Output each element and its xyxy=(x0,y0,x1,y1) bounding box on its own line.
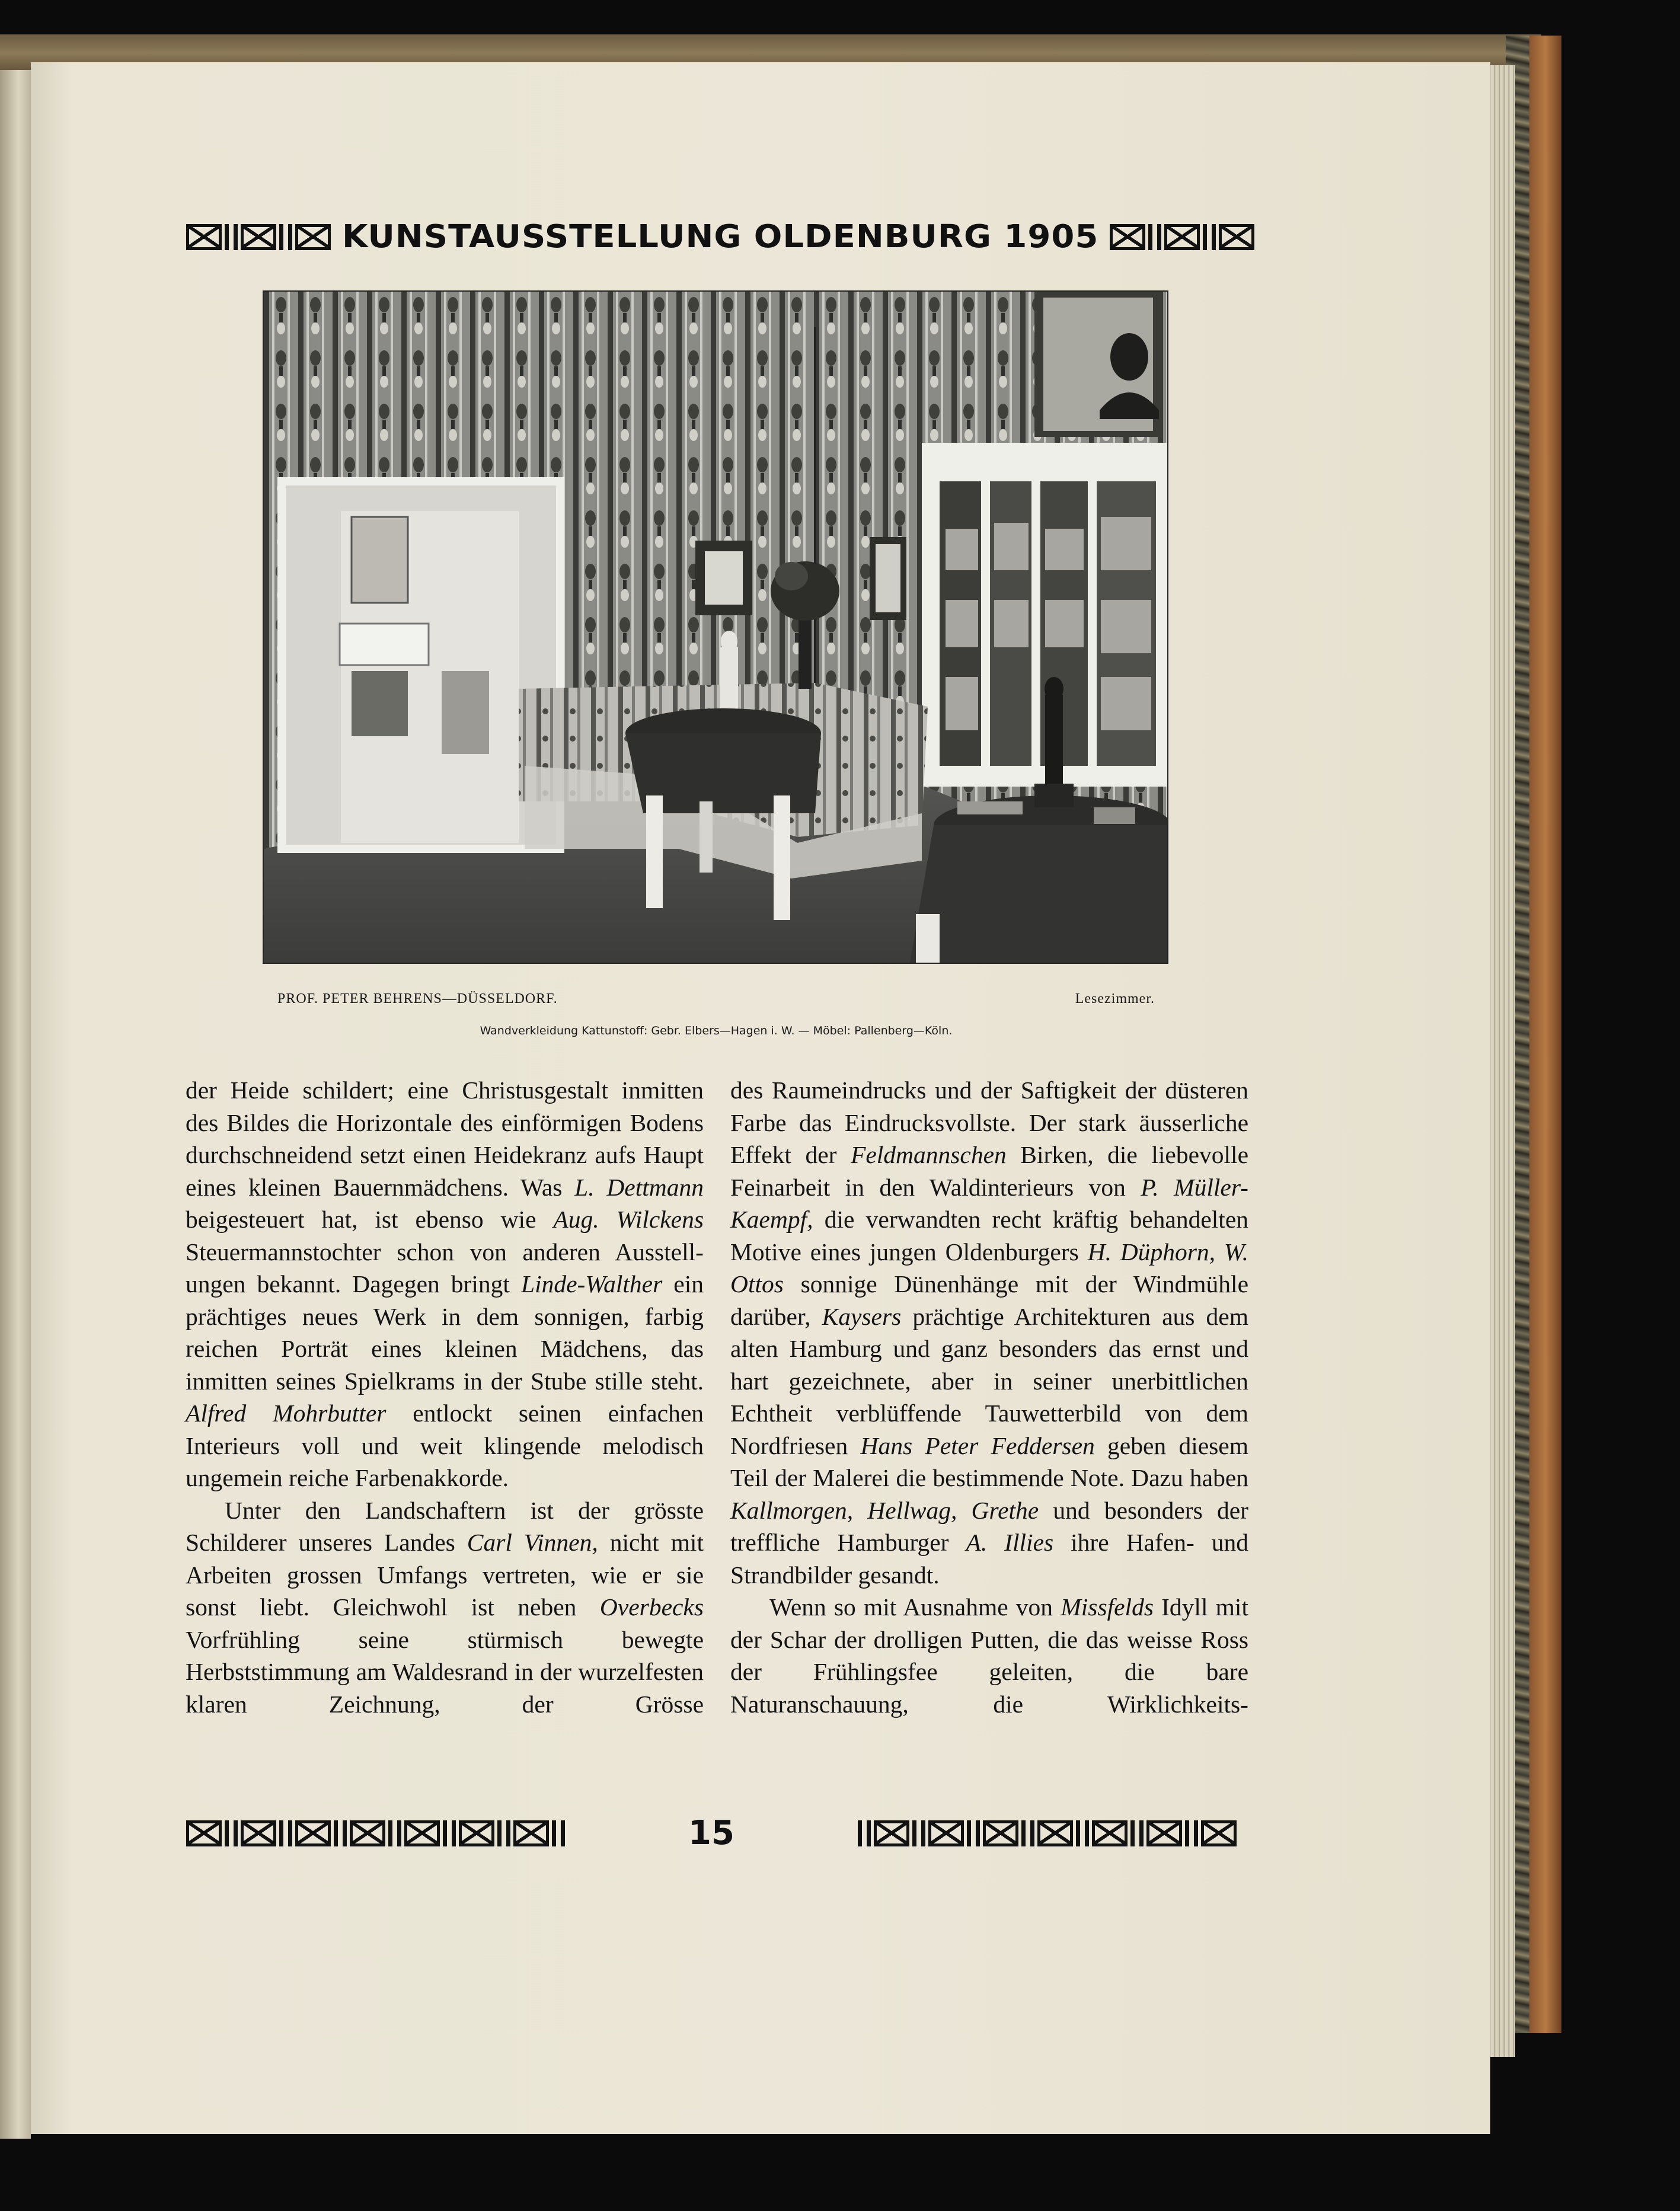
ornament-cross-icon xyxy=(1219,224,1254,250)
ornament-cross-icon xyxy=(1092,1820,1128,1846)
ornament-cross-icon xyxy=(404,1820,440,1846)
ornament-cross-icon xyxy=(295,224,331,250)
header-band xyxy=(186,219,1237,255)
caption-details: Wandverkleidung Kattunstoff: Gebr. Elbers—Hagen i. W. — Möbel: Pallenberg—Köln. xyxy=(480,1024,953,1037)
paragraph xyxy=(186,1494,704,1721)
footer-ornament-left xyxy=(186,1820,567,1846)
text-run: Wenn so mit Ausnahme von xyxy=(769,1593,1061,1621)
ornament-bar xyxy=(858,1820,862,1846)
ornament-bar xyxy=(234,224,238,250)
ornament-bar xyxy=(1130,1820,1135,1846)
text-run: Unter den Landschaftern ist der grösste Schilderer unseres Landes xyxy=(186,1496,704,1556)
ornament-bar xyxy=(967,1820,971,1846)
artist-name: A. Illies xyxy=(966,1529,1054,1556)
ornament-cross-icon xyxy=(186,224,222,250)
ornament-bar xyxy=(279,1820,283,1846)
ornament-bar xyxy=(561,1820,565,1846)
book-leather-spine xyxy=(1529,36,1561,2033)
ornament-bar xyxy=(1203,224,1207,250)
ornament-cross-icon xyxy=(513,1820,549,1846)
ornament-cross-icon xyxy=(983,1820,1018,1846)
text-run: Steuermannstochter schon von anderen Ausstellungen bekannt. Dagegen bringt xyxy=(186,1238,704,1298)
artist-name: Aug. Wilckens xyxy=(553,1206,704,1233)
ornament-bar xyxy=(1212,224,1216,250)
text-run: Vorfrühling seine stürmisch bewegte Herbststimmung am Waldesrand in der wurzelfesten klaren Zeichnung, der Grösse xyxy=(186,1625,704,1718)
ornament-bar xyxy=(1148,224,1152,250)
ornament-bar xyxy=(1076,1820,1080,1846)
ornament-bar xyxy=(867,1820,871,1846)
ornament-cross-icon xyxy=(350,1820,385,1846)
caption-artist: PROF. PETER BEHRENS—DÜSSELDORF. xyxy=(277,991,558,1007)
header-title: KUNSTAUSSTELLUNG OLDENBURG 1905 xyxy=(342,218,1099,255)
ornament-cross-icon xyxy=(874,1820,909,1846)
ornament-bar xyxy=(506,1820,510,1846)
ornament-bar xyxy=(1185,1820,1189,1846)
ornament-cross-icon xyxy=(459,1820,494,1846)
ornament-bar xyxy=(912,1820,916,1846)
artist-name: Feldmannschen xyxy=(851,1141,1007,1168)
ornament-bar xyxy=(288,1820,292,1846)
page-number: 15 xyxy=(688,1814,734,1852)
artist-name: H. Düphorn, W. Ottos xyxy=(730,1238,1248,1298)
text-run: geben diesem Teil der Malerei die bestimmende Note. Dazu haben xyxy=(730,1432,1248,1491)
ornament-cross-icon xyxy=(241,224,276,250)
artist-name: Hans Peter Feddersen xyxy=(860,1432,1095,1459)
ornament-bar xyxy=(334,1820,338,1846)
artist-name: P. Müller-Kaempf, xyxy=(730,1173,1248,1233)
artist-name: Linde-Walther xyxy=(521,1270,663,1298)
ornament-bar xyxy=(1139,1820,1144,1846)
ornament-bar xyxy=(452,1820,456,1846)
artist-name: Overbecks xyxy=(599,1593,704,1621)
ornament-bar xyxy=(976,1820,980,1846)
photo-caption xyxy=(277,991,1155,1007)
paragraph xyxy=(730,1591,1248,1720)
ornament-bar xyxy=(234,1820,238,1846)
ornament-bar xyxy=(552,1820,556,1846)
footer-band xyxy=(186,1816,1237,1851)
text-run: entlockt seinen einfachen Interieurs voll und weit klingende melodisch ungemein reiche Farbenakkorde. xyxy=(186,1400,704,1491)
ornament-cross-icon xyxy=(1146,1820,1182,1846)
artist-name: Alfred Mohrbutter xyxy=(186,1400,387,1427)
ornament-bar xyxy=(397,1820,401,1846)
text-run: und besonders der treffliche Hamburger xyxy=(730,1496,1248,1556)
ornament-cross-icon xyxy=(928,1820,964,1846)
header-ornament-right xyxy=(1109,224,1255,250)
text-run: prächtige Architekturen aus dem alten Hamburg und ganz besonders das ernst und hart gezeichnete, aber in seiner unerbittlichen Echtheit verblüffende Tauwetterbild von dem Nordfriesen xyxy=(730,1302,1248,1459)
ornament-bar xyxy=(388,1820,392,1846)
text-run: ihre Hafen- und Strandbilder gesandt. xyxy=(730,1529,1248,1589)
lesezimmer-photo-drawing xyxy=(264,292,1167,963)
text-column-right xyxy=(730,1074,1248,1720)
text-run: ein prächtiges neues Werk in dem sonnigen, farbig reichen Porträt eines kleinen Mädchens, das inmitten seines Spielkrams in der Stube stille steht. xyxy=(186,1270,704,1395)
ornament-bar xyxy=(921,1820,925,1846)
ornament-cross-icon xyxy=(186,1820,222,1846)
caption-room-name: Lesezimmer. xyxy=(1075,991,1155,1007)
text-run: beigesteuert hat, ist ebenso wie xyxy=(186,1206,554,1233)
facing-page-edge xyxy=(0,70,31,2139)
ornament-bar xyxy=(443,1820,447,1846)
ornament-cross-icon xyxy=(1110,224,1145,250)
text-run: der Heide schildert; eine Christusgestalt inmitten des Bildes die Horizontale des einförmigen Bodens durchschneidend setzt einen Heidekranz aufs Haupt eines kleinen Bauernmädchens. Was xyxy=(186,1076,704,1201)
paragraph xyxy=(186,1074,704,1494)
header-ornament-left xyxy=(186,224,331,250)
text-run: Birken, die liebevolle Feinarbeit in den Waldinterieurs von xyxy=(730,1141,1249,1201)
artist-name: Kallmorgen, Hellwag, Grethe xyxy=(730,1496,1039,1524)
artist-name: Carl Vinnen, xyxy=(467,1529,598,1556)
text-run: sonnige Dünenhänge mit der Windmühle darüber, xyxy=(730,1270,1248,1330)
ornament-cross-icon xyxy=(241,1820,276,1846)
artist-name: Kaysers xyxy=(822,1302,902,1330)
paragraph xyxy=(730,1074,1248,1591)
ornament-bar xyxy=(1030,1820,1034,1846)
page-stack-edges xyxy=(1487,65,1515,2057)
interior-photograph xyxy=(263,290,1168,964)
ornament-bar xyxy=(1157,224,1161,250)
ornament-cross-icon xyxy=(1037,1820,1073,1846)
artist-name: Missfelds xyxy=(1061,1593,1154,1621)
text-run: des Raumeindrucks und der Saftigkeit der düsteren Farbe das Eindrucksvollste. Der stark äusserliche Effekt der xyxy=(730,1076,1248,1168)
text-run: die verwandten recht kräftig behandelten Motive eines jungen Oldenburgers xyxy=(730,1206,1248,1266)
ornament-bar xyxy=(279,224,283,250)
text-run: Idyll mit der Schar der drolligen Putten, die das weisse Ross der Frühlingsfee geleiten, die bare Naturanschauung, die Wirklichkeits- xyxy=(730,1593,1248,1718)
text-column-left xyxy=(186,1074,704,1720)
ornament-bar xyxy=(1085,1820,1089,1846)
artist-name: L. Dettmann xyxy=(574,1173,704,1201)
footer-ornament-right xyxy=(855,1820,1237,1846)
ornament-cross-icon xyxy=(295,1820,331,1846)
ornament-bar xyxy=(1194,1820,1198,1846)
ornament-bar xyxy=(1021,1820,1026,1846)
ornament-bar xyxy=(497,1820,502,1846)
ornament-bar xyxy=(225,1820,229,1846)
ornament-cross-icon xyxy=(1164,224,1200,250)
text-run: nicht mit Arbeiten grossen Umfangs vertreten, wie er sie sonst liebt. Gleichwohl ist neben xyxy=(186,1529,704,1621)
ornament-bar xyxy=(343,1820,347,1846)
ornament-cross-icon xyxy=(1201,1820,1237,1846)
ornament-bar xyxy=(225,224,229,250)
ornament-bar xyxy=(288,224,292,250)
